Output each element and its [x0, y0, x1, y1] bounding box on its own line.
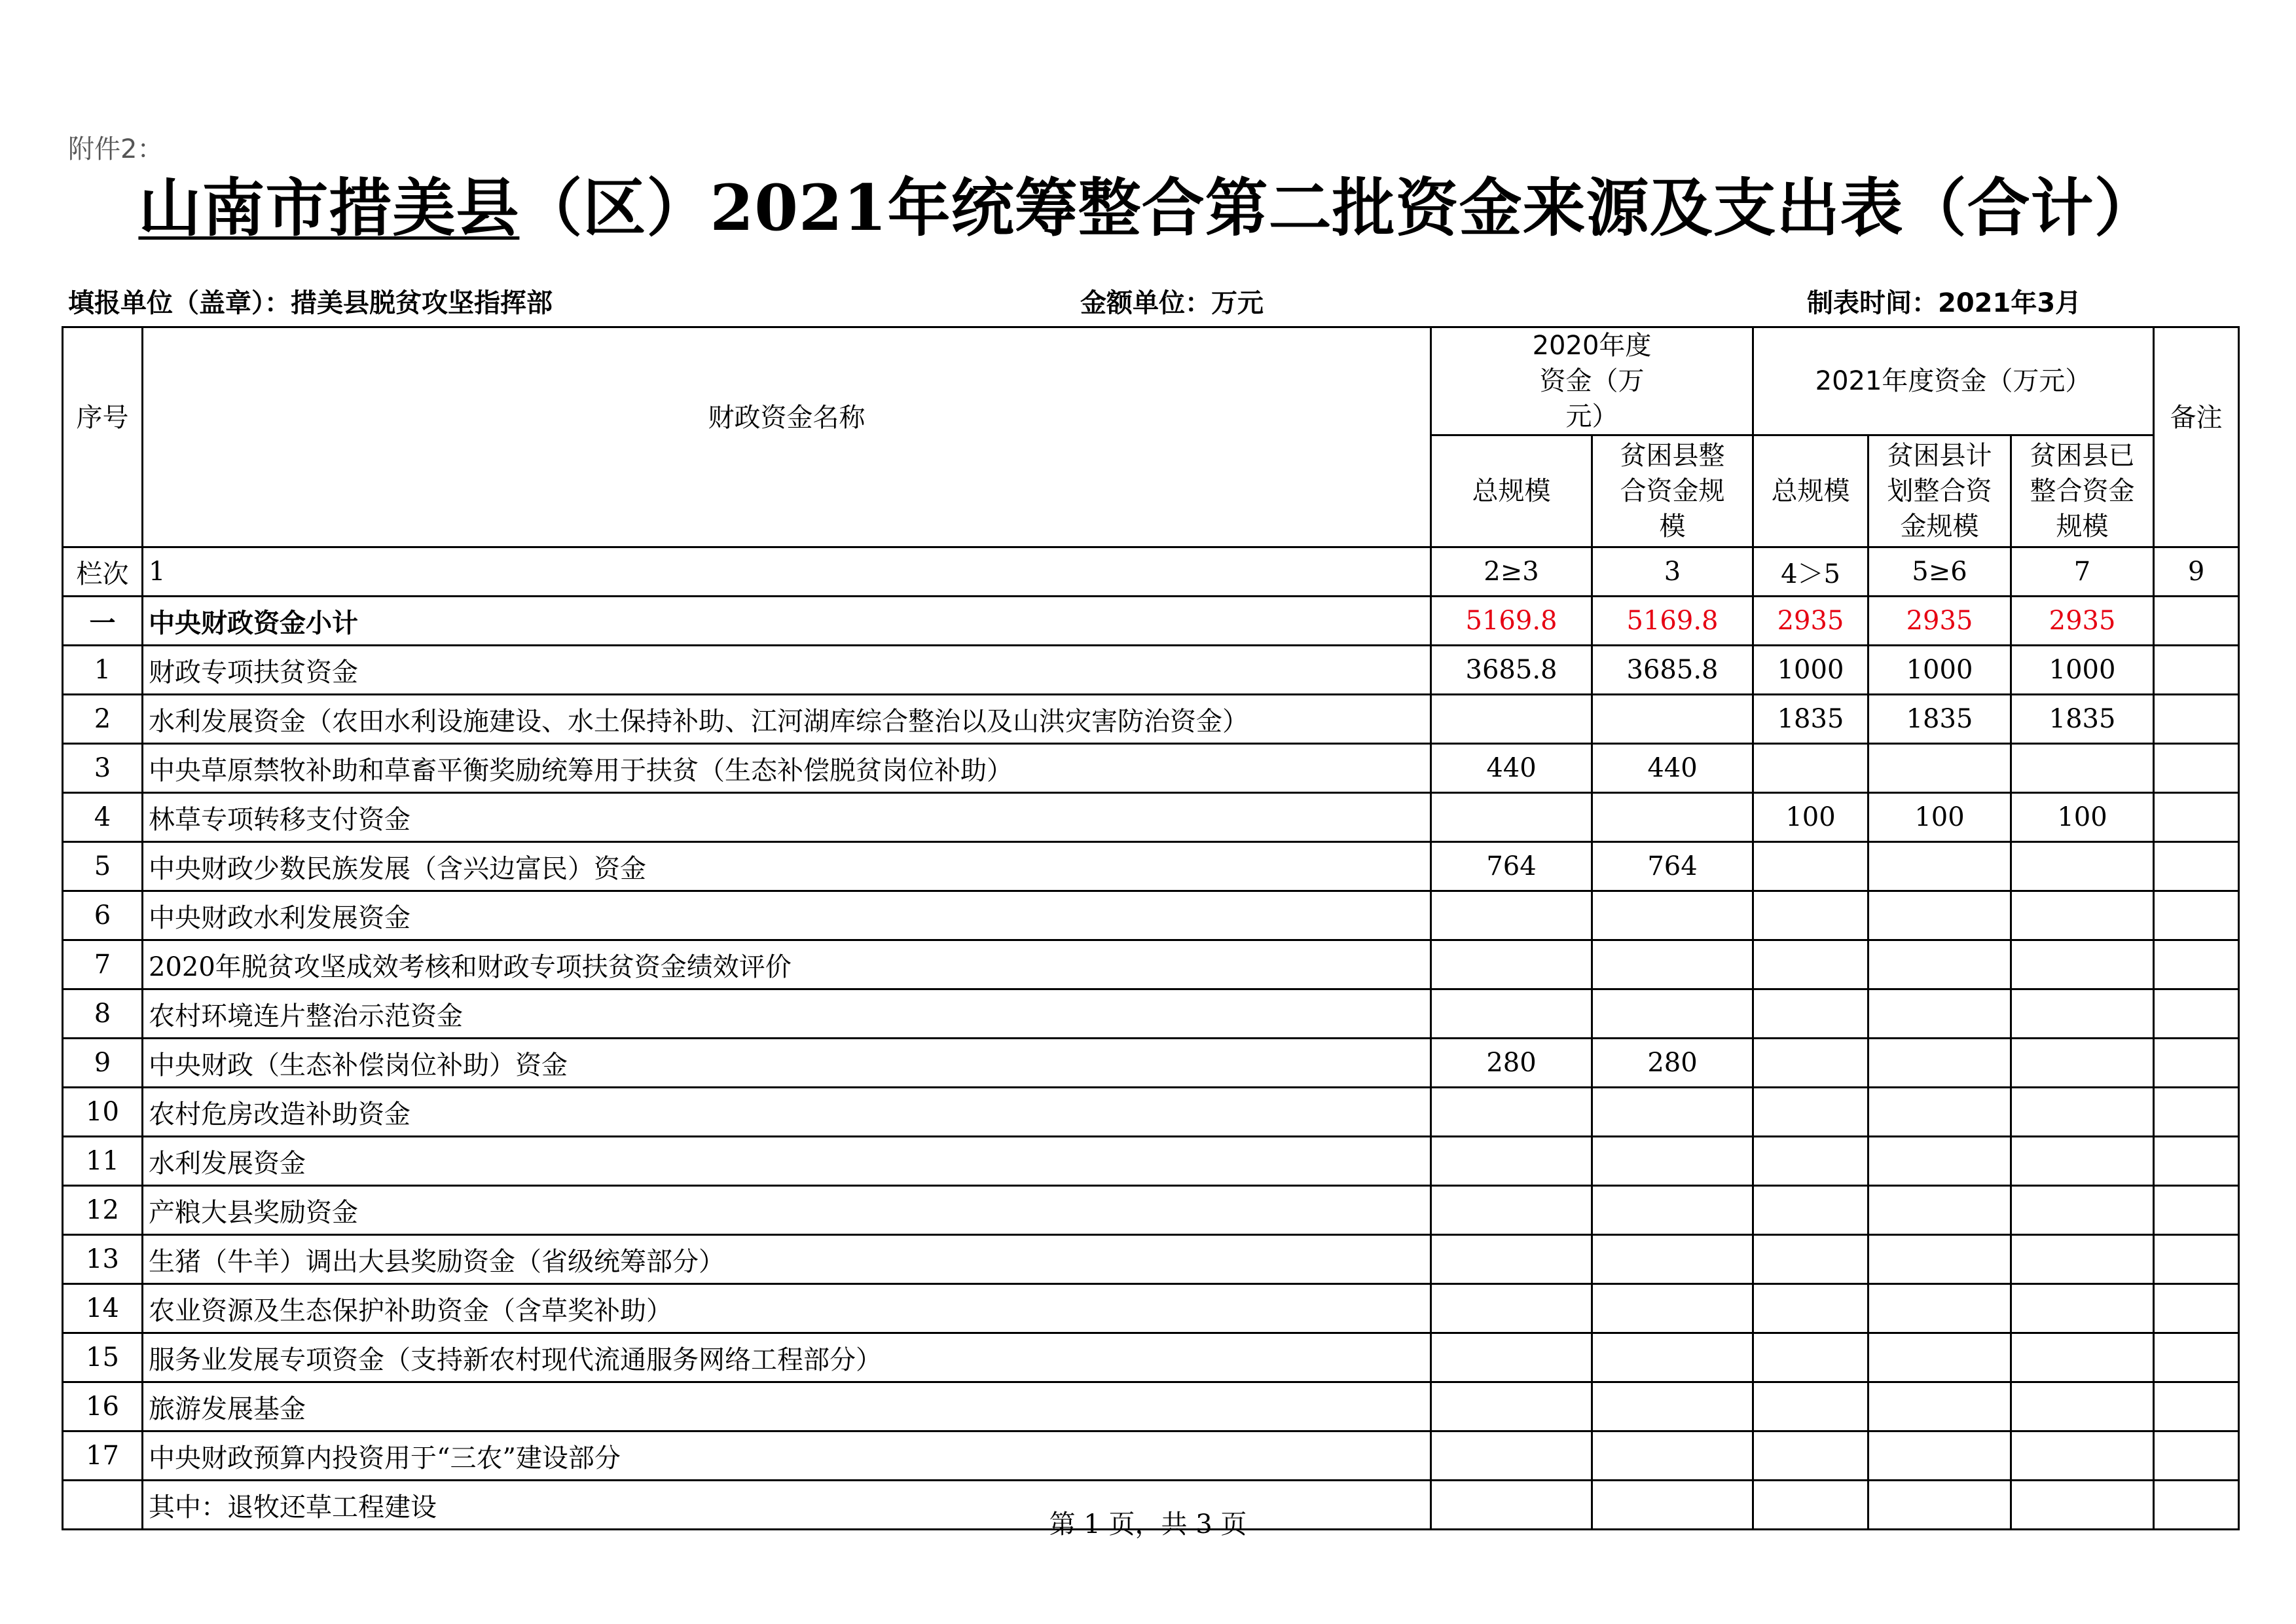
row-poor-integrated-2020 — [1592, 1137, 1753, 1186]
row-seq: 14 — [63, 1284, 143, 1333]
row-poor-done-2021 — [2011, 842, 2154, 891]
funds-table — [62, 326, 2240, 1530]
index-c5: 5≥6 — [1868, 547, 2011, 597]
table-row — [63, 842, 2239, 891]
table-row — [63, 940, 2239, 989]
row-fund-name: 产粮大县奖励资金 — [143, 1186, 1431, 1235]
row-total-2021 — [1753, 1186, 1868, 1235]
row-poor-done-2021 — [2011, 1333, 2154, 1382]
index-c4: 4＞5 — [1753, 547, 1868, 597]
row-total-2020 — [1431, 1235, 1592, 1284]
row-poor-integrated-2020 — [1592, 1431, 1753, 1481]
row-remark — [2154, 1382, 2239, 1431]
row-fund-name: 中央财政资金小计 — [143, 597, 1431, 646]
row-fund-name: 其中：退牧还草工程建设 — [143, 1481, 1431, 1530]
row-total-2020 — [1431, 989, 1592, 1039]
row-poor-integrated-2020 — [1592, 1235, 1753, 1284]
index-c7: 7 — [2011, 547, 2154, 597]
header-row-1 — [63, 327, 2239, 435]
row-total-2021 — [1753, 1137, 1868, 1186]
row-poor-integrated-2020 — [1592, 1382, 1753, 1431]
header-group-2020: 2020年度资金（万元） — [1431, 327, 1753, 435]
row-seq: 10 — [63, 1088, 143, 1137]
row-seq: 一 — [63, 597, 143, 646]
row-total-2021 — [1753, 1235, 1868, 1284]
row-poor-plan-2021 — [1868, 1137, 2011, 1186]
row-remark — [2154, 842, 2239, 891]
row-poor-plan-2021: 1000 — [1868, 646, 2011, 695]
row-remark — [2154, 1039, 2239, 1088]
row-poor-done-2021 — [2011, 989, 2154, 1039]
row-fund-name: 中央财政少数民族发展（含兴边富民）资金 — [143, 842, 1431, 891]
table-row — [63, 891, 2239, 940]
row-total-2020 — [1431, 891, 1592, 940]
header-total-2020: 总规模 — [1431, 435, 1592, 547]
table-row — [63, 1284, 2239, 1333]
page-footer: 第 1 页，共 3 页 — [1049, 1509, 1247, 1540]
row-remark — [2154, 744, 2239, 793]
row-total-2021 — [1753, 1333, 1868, 1382]
table-row — [63, 597, 2239, 646]
index-label: 栏次 — [63, 547, 143, 597]
row-total-2020 — [1431, 1333, 1592, 1382]
row-total-2020 — [1431, 940, 1592, 989]
row-poor-done-2021 — [2011, 891, 2154, 940]
amount-unit: 金额单位：万元 — [1080, 288, 1264, 318]
table-row — [63, 1382, 2239, 1431]
row-poor-plan-2021 — [1868, 1186, 2011, 1235]
index-c9: 9 — [2154, 547, 2239, 597]
row-fund-name: 2020年脱贫攻坚成效考核和财政专项扶贫资金绩效评价 — [143, 940, 1431, 989]
row-poor-plan-2021 — [1868, 1431, 2011, 1481]
row-fund-name: 旅游发展基金 — [143, 1382, 1431, 1431]
table-row — [63, 1186, 2239, 1235]
row-total-2020 — [1431, 793, 1592, 842]
table-row — [63, 744, 2239, 793]
row-fund-name: 财政专项扶贫资金 — [143, 646, 1431, 695]
index-c3: 3 — [1592, 547, 1753, 597]
title-rest: （区）2021年统筹整合第二批资金来源及支出表（合计） — [519, 171, 2158, 245]
row-seq: 6 — [63, 891, 143, 940]
row-total-2021 — [1753, 1382, 1868, 1431]
row-seq: 4 — [63, 793, 143, 842]
row-total-2021 — [1753, 891, 1868, 940]
row-total-2020: 440 — [1431, 744, 1592, 793]
header-fund-name: 财政资金名称 — [143, 327, 1431, 547]
row-fund-name: 水利发展资金 — [143, 1137, 1431, 1186]
report-date: 制表时间：2021年3月 — [1807, 288, 2082, 318]
row-seq: 13 — [63, 1235, 143, 1284]
header-poor-integrated-2020: 贫困县整合资金规模 — [1592, 435, 1753, 547]
row-total-2020: 764 — [1431, 842, 1592, 891]
row-seq: 11 — [63, 1137, 143, 1186]
row-remark — [2154, 695, 2239, 744]
row-seq: 5 — [63, 842, 143, 891]
row-seq: 12 — [63, 1186, 143, 1235]
row-seq: 8 — [63, 989, 143, 1039]
header-poor-plan-2021: 贫困县计划整合资金规模 — [1868, 435, 2011, 547]
table-row — [63, 1088, 2239, 1137]
row-poor-done-2021 — [2011, 1284, 2154, 1333]
row-poor-plan-2021 — [1868, 1088, 2011, 1137]
row-seq: 15 — [63, 1333, 143, 1382]
row-total-2021: 1835 — [1753, 695, 1868, 744]
column-index-row — [63, 547, 2239, 597]
row-total-2020 — [1431, 1186, 1592, 1235]
row-remark — [2154, 646, 2239, 695]
row-poor-integrated-2020: 280 — [1592, 1039, 1753, 1088]
row-poor-plan-2021: 2935 — [1868, 597, 2011, 646]
row-poor-done-2021 — [2011, 1039, 2154, 1088]
row-poor-integrated-2020 — [1592, 1333, 1753, 1382]
row-fund-name: 农村环境连片整治示范资金 — [143, 989, 1431, 1039]
row-remark — [2154, 1431, 2239, 1481]
row-poor-plan-2021 — [1868, 1333, 2011, 1382]
page-title — [0, 169, 2296, 248]
row-poor-done-2021 — [2011, 940, 2154, 989]
row-poor-plan-2021 — [1868, 891, 2011, 940]
table-row — [63, 793, 2239, 842]
row-poor-plan-2021 — [1868, 744, 2011, 793]
row-total-2021: 100 — [1753, 793, 1868, 842]
header-poor-done-2021: 贫困县已整合资金规模 — [2011, 435, 2154, 547]
row-poor-done-2021 — [2011, 1137, 2154, 1186]
row-poor-plan-2021 — [1868, 940, 2011, 989]
row-poor-done-2021: 1000 — [2011, 646, 2154, 695]
row-fund-name: 水利发展资金（农田水利设施建设、水土保持补助、江河湖库综合整治以及山洪灾害防治资金） — [143, 695, 1431, 744]
row-poor-plan-2021 — [1868, 1039, 2011, 1088]
row-remark — [2154, 989, 2239, 1039]
row-total-2020 — [1431, 1137, 1592, 1186]
table-row — [63, 695, 2239, 744]
row-poor-integrated-2020 — [1592, 891, 1753, 940]
header-remark: 备注 — [2154, 327, 2239, 547]
row-poor-plan-2021 — [1868, 842, 2011, 891]
row-total-2020 — [1431, 1088, 1592, 1137]
row-total-2020 — [1431, 695, 1592, 744]
row-seq: 9 — [63, 1039, 143, 1088]
row-poor-integrated-2020: 764 — [1592, 842, 1753, 891]
row-poor-plan-2021 — [1868, 989, 2011, 1039]
row-remark — [2154, 1137, 2239, 1186]
row-remark — [2154, 891, 2239, 940]
row-fund-name: 服务业发展专项资金（支持新农村现代流通服务网络工程部分） — [143, 1333, 1431, 1382]
row-poor-plan-2021 — [1868, 1382, 2011, 1431]
row-poor-integrated-2020 — [1592, 1186, 1753, 1235]
table-row — [63, 989, 2239, 1039]
index-name: 1 — [143, 547, 1431, 597]
row-poor-done-2021 — [2011, 1382, 2154, 1431]
row-total-2020: 280 — [1431, 1039, 1592, 1088]
row-poor-integrated-2020 — [1592, 989, 1753, 1039]
row-fund-name: 中央草原禁牧补助和草畜平衡奖励统筹用于扶贫（生态补偿脱贫岗位补助） — [143, 744, 1431, 793]
row-total-2021 — [1753, 1088, 1868, 1137]
row-poor-done-2021: 2935 — [2011, 597, 2154, 646]
reporting-unit: 填报单位（盖章）：措美县脱贫攻坚指挥部 — [68, 288, 553, 318]
row-poor-done-2021 — [2011, 1431, 2154, 1481]
row-total-2021 — [1753, 744, 1868, 793]
row-poor-done-2021 — [2011, 1235, 2154, 1284]
row-fund-name: 生猪（牛羊）调出大县奖励资金（省级统筹部分） — [143, 1235, 1431, 1284]
row-poor-plan-2021 — [1868, 1235, 2011, 1284]
table-row — [63, 1137, 2239, 1186]
header-group-2021: 2021年度资金（万元） — [1753, 327, 2154, 435]
row-seq: 17 — [63, 1431, 143, 1481]
row-poor-done-2021: 1835 — [2011, 695, 2154, 744]
row-poor-done-2021 — [2011, 1186, 2154, 1235]
table-row — [63, 1431, 2239, 1481]
row-total-2020: 3685.8 — [1431, 646, 1592, 695]
header-total-2021: 总规模 — [1753, 435, 1868, 547]
row-remark — [2154, 1088, 2239, 1137]
row-fund-name: 农业资源及生态保护补助资金（含草奖补助） — [143, 1284, 1431, 1333]
row-seq: 16 — [63, 1382, 143, 1431]
row-fund-name: 农村危房改造补助资金 — [143, 1088, 1431, 1137]
row-total-2021: 1000 — [1753, 646, 1868, 695]
table-row — [63, 646, 2239, 695]
row-remark — [2154, 1186, 2239, 1235]
row-poor-integrated-2020: 5169.8 — [1592, 597, 1753, 646]
row-total-2021: 2935 — [1753, 597, 1868, 646]
index-c2: 2≥3 — [1431, 547, 1592, 597]
row-poor-done-2021 — [2011, 1088, 2154, 1137]
row-total-2021 — [1753, 1431, 1868, 1481]
row-total-2021 — [1753, 940, 1868, 989]
row-total-2020 — [1431, 1382, 1592, 1431]
row-poor-plan-2021 — [1868, 1284, 2011, 1333]
row-seq: 2 — [63, 695, 143, 744]
row-poor-integrated-2020: 440 — [1592, 744, 1753, 793]
row-total-2021 — [1753, 1284, 1868, 1333]
row-poor-integrated-2020 — [1592, 793, 1753, 842]
row-poor-integrated-2020: 3685.8 — [1592, 646, 1753, 695]
row-remark — [2154, 793, 2239, 842]
table-row — [63, 1235, 2239, 1284]
attachment-label: 附件2： — [68, 134, 164, 164]
header-seq: 序号 — [63, 327, 143, 547]
row-poor-done-2021: 100 — [2011, 793, 2154, 842]
title-region: 山南市措美县 — [138, 171, 520, 245]
row-total-2021 — [1753, 989, 1868, 1039]
row-poor-plan-2021: 100 — [1868, 793, 2011, 842]
row-seq: 7 — [63, 940, 143, 989]
row-fund-name: 林草专项转移支付资金 — [143, 793, 1431, 842]
row-remark — [2154, 1235, 2239, 1284]
row-total-2020 — [1431, 1284, 1592, 1333]
row-seq: 3 — [63, 744, 143, 793]
row-remark — [2154, 1333, 2239, 1382]
row-total-2020 — [1431, 1431, 1592, 1481]
row-poor-integrated-2020 — [1592, 1088, 1753, 1137]
row-total-2020: 5169.8 — [1431, 597, 1592, 646]
row-fund-name: 中央财政预算内投资用于“三农”建设部分 — [143, 1431, 1431, 1481]
row-remark — [2154, 597, 2239, 646]
row-total-2021 — [1753, 1039, 1868, 1088]
row-poor-integrated-2020 — [1592, 1284, 1753, 1333]
row-poor-done-2021 — [2011, 744, 2154, 793]
row-fund-name: 中央财政（生态补偿岗位补助）资金 — [143, 1039, 1431, 1088]
row-seq: 1 — [63, 646, 143, 695]
row-remark — [2154, 940, 2239, 989]
row-poor-plan-2021: 1835 — [1868, 695, 2011, 744]
row-poor-integrated-2020 — [1592, 940, 1753, 989]
table-row — [63, 1039, 2239, 1088]
row-poor-integrated-2020 — [1592, 695, 1753, 744]
row-fund-name: 中央财政水利发展资金 — [143, 891, 1431, 940]
table-row — [63, 1333, 2239, 1382]
row-total-2021 — [1753, 842, 1868, 891]
row-remark — [2154, 1284, 2239, 1333]
